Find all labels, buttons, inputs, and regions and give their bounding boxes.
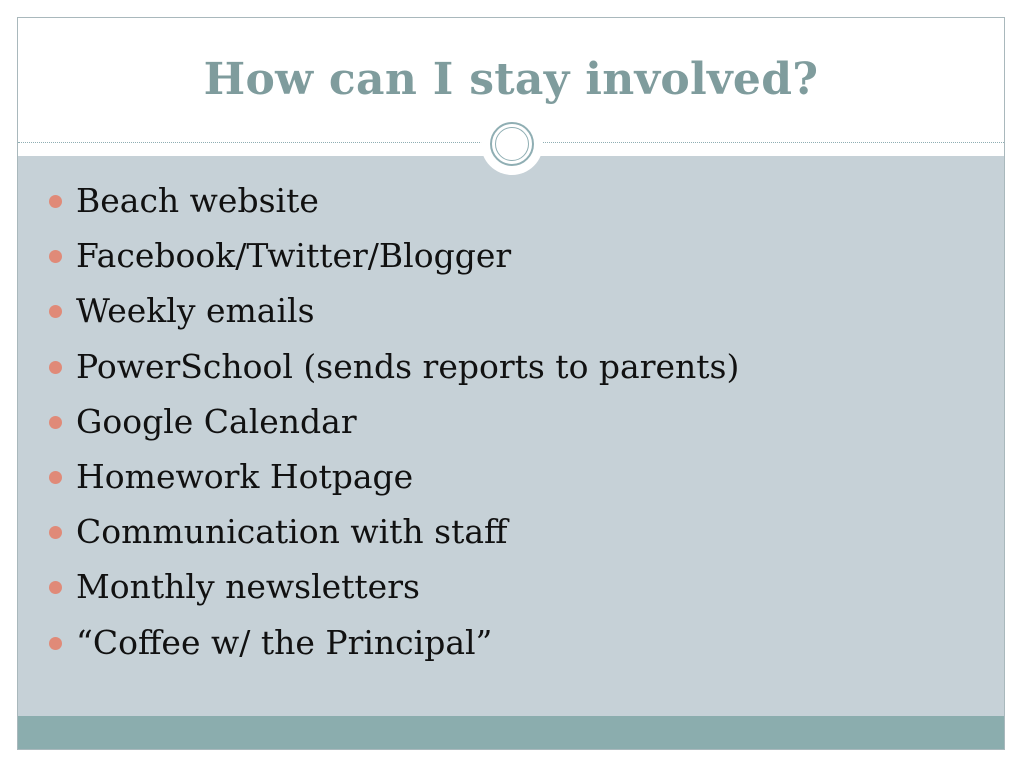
list-item-text: Google Calendar [76,401,357,441]
slide [17,17,1005,750]
list-item [48,288,739,343]
list-item [48,564,739,619]
list-item-text: Beach website [76,181,319,220]
bullet-dot-icon [49,526,62,539]
bullet-dot-icon [49,416,62,429]
circle-ornament-icon [481,113,543,175]
bullet-dot-icon [49,581,62,594]
list-item [48,178,739,233]
list-item-text: Facebook/Twitter/Blogger [76,236,512,276]
list-item [48,344,739,399]
list-item [48,620,739,675]
list-item-text: Communication with staff [76,512,508,552]
list-item-text: Monthly newsletters [76,567,420,607]
ornament-ring-inner [495,127,529,161]
bullet-list [48,178,739,675]
list-item [48,399,739,454]
footer-bar [18,716,1004,750]
slide-title: How can I stay involved? [203,54,819,105]
list-item [48,454,739,509]
bullet-dot-icon [49,637,62,650]
bullet-dot-icon [49,471,62,484]
list-item-text: “Coffee w/ the Principal” [76,622,493,662]
list-item-text: Weekly emails [76,291,315,331]
ornament-ring [490,122,534,166]
list-item [48,509,739,564]
bullet-dot-icon [49,250,62,263]
bullet-dot-icon [49,305,62,318]
bullet-dot-icon [49,361,62,374]
list-item-text: Homework Hotpage [76,456,414,496]
list-item-text: PowerSchool (sends reports to parents) [76,346,740,386]
bullet-dot-icon [49,195,62,208]
list-item [48,233,739,288]
